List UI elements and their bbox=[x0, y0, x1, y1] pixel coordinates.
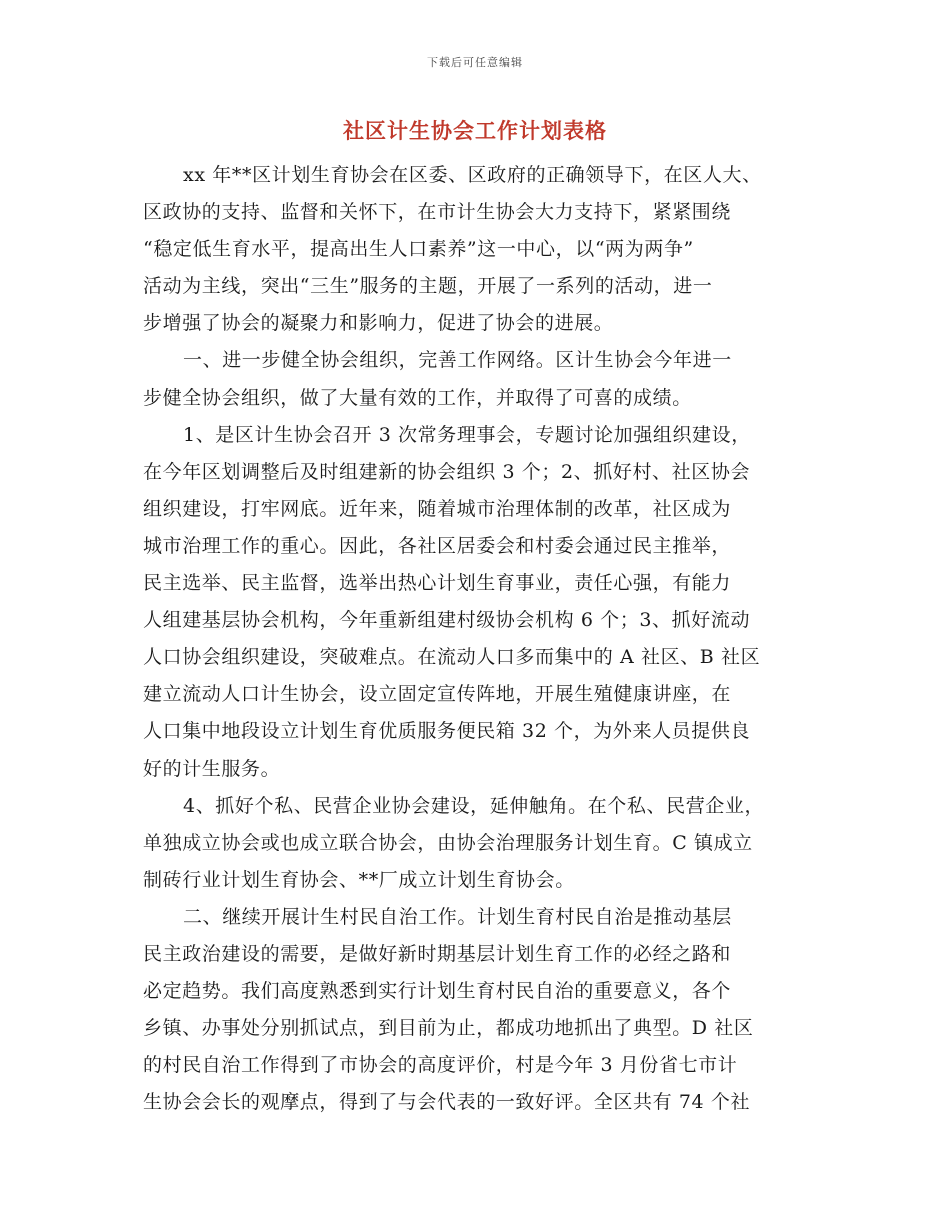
document-title: 社区计生协会工作计划表格 bbox=[343, 118, 607, 143]
body-line: 区政协的支持、监督和关怀下，在市计生协会大力支持下，紧紧围绕 bbox=[143, 201, 732, 224]
body-line: 乡镇、办事处分别抓试点，到目前为止，都成功地抓出了典型。D 社区 bbox=[143, 1017, 754, 1040]
body-line: 建立流动人口计生协会，设立固定宣传阵地，开展生殖健康讲座，在 bbox=[143, 683, 732, 706]
body-line: 生协会会长的观摩点，得到了与会代表的一致好评。全区共有 74 个社 bbox=[143, 1091, 751, 1114]
body-line: 在今年区划调整后及时组建新的协会组织 3 个；2、抓好村、社区协会 bbox=[143, 460, 751, 483]
body-line: 人口协会组织建设，突破难点。在流动人口多而集中的 A 社区、B 社区 bbox=[143, 646, 761, 669]
body-line: 人口集中地段设立计划生育优质服务便民箱 32 个，为外来人员提供良 bbox=[143, 720, 751, 743]
body-line: 必定趋势。我们高度熟悉到实行计划生育村民自治的重要意义，各个 bbox=[143, 980, 732, 1003]
body-line: 制砖行业计划生育协会、**厂成立计划生育协会。 bbox=[143, 868, 575, 891]
body-line: 民主政治建设的需要，是做好新时期基层计划生育工作的必经之路和 bbox=[143, 942, 732, 965]
body-line: “稳定低生育水平，提高出生人口素养”这一中心，以“两为两争” bbox=[143, 238, 694, 261]
document-body bbox=[143, 162, 823, 1126]
body-line: 组织建设，打牢网底。近年来，随着城市治理体制的改革，社区成为 bbox=[143, 497, 732, 520]
body-line: 好的计生服务。 bbox=[143, 757, 281, 780]
body-line: 人组建基层协会机构，今年重新组建村级协会机构 6 个；3、抓好流动 bbox=[143, 609, 751, 632]
body-line: 民主选举、民主监督，选举出热心计划生育事业，责任心强，有能力 bbox=[143, 572, 732, 595]
body-line: 的村民自治工作得到了市协会的高度评价，村是今年 3 月份省七市计 bbox=[143, 1054, 738, 1077]
body-line: 4、抓好个私、民营企业协会建设，延伸触角。在个私、民营企业， bbox=[183, 794, 765, 817]
page-header: 下载后可任意编辑 bbox=[427, 56, 523, 69]
body-line: 单独成立协会或也成立联合协会，由协会治理服务计划生育。C 镇成立 bbox=[143, 831, 753, 854]
body-line: 步增强了协会的凝聚力和影响力，促进了协会的进展。 bbox=[143, 312, 614, 335]
body-line: 一、进一步健全协会组织，完善工作网络。区计生协会今年进一 bbox=[183, 349, 732, 372]
body-line: 二、继续开展计生村民自治工作。计划生育村民自治是推动基层 bbox=[183, 905, 732, 928]
body-line: 1、是区计生协会召开 3 次常务理事会，专题讨论加强组织建设， bbox=[183, 423, 751, 446]
body-line: 活动为主线，突出“三生”服务的主题，开展了一系列的活动，进一 bbox=[143, 275, 713, 298]
body-line: 城市治理工作的重心。因此，各社区居委会和村委会通过民主推举， bbox=[143, 534, 732, 557]
body-line: 步健全协会组织，做了大量有效的工作，并取得了可喜的成绩。 bbox=[143, 386, 692, 409]
body-line: xx 年**区计划生育协会在区委、区政府的正确领导下，在区人大、 bbox=[183, 164, 762, 186]
